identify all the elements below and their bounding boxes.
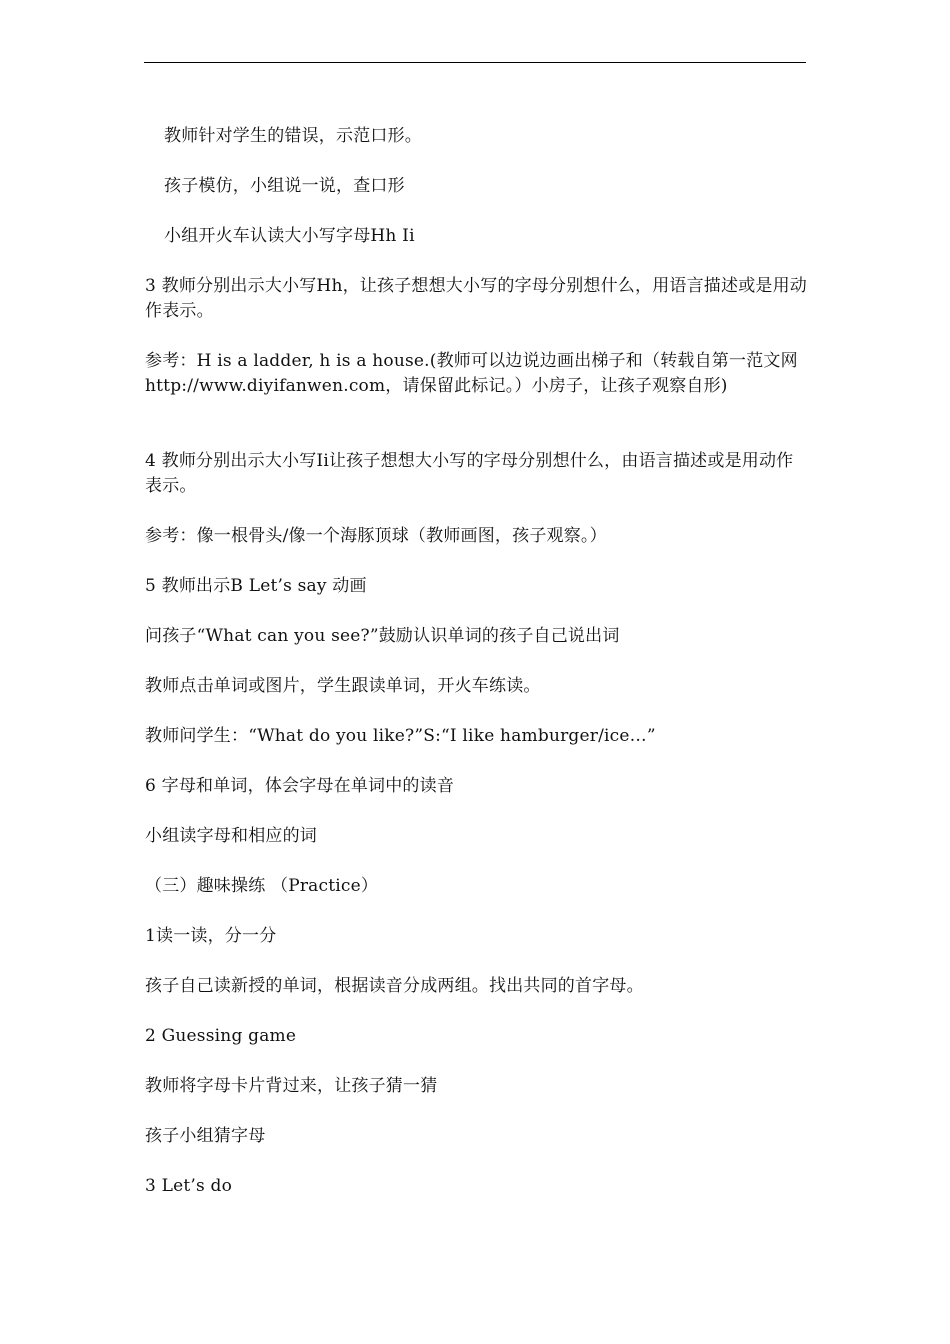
section-heading-practice: （三）趣味操练 （Practice） — [145, 876, 379, 896]
paragraph-15: 1读一读，分一分 — [145, 926, 277, 946]
header-rule — [144, 62, 806, 63]
paragraph-18: 教师将字母卡片背过来，让孩子猜一猜 — [145, 1076, 438, 1096]
paragraph-19: 孩子小组猜字母 — [145, 1126, 266, 1146]
paragraph-8: 5 教师出示B Let’s say 动画 — [145, 576, 367, 596]
paragraph-11: 教师问学生：“What do you like?”S:“I like hamburger/ice…” — [145, 726, 656, 746]
paragraph-1: 教师针对学生的错误，示范口形。 — [164, 126, 422, 146]
paragraph-6: 4 教师分别出示大小写Ii让孩子想想大小写的字母分别想什么，由语言描述或是用动作表示。 — [145, 451, 794, 496]
paragraph-9: 问孩子“What can you see?”鼓励认识单词的孩子自己说出词 — [145, 626, 620, 646]
paragraph-13: 小组读字母和相应的词 — [145, 826, 317, 846]
paragraph-5: 参考：H is a ladder, h is a house.(教师可以边说边画出梯子和（转载自第一范文网http://www.diyifanwen.com，请保留此标记。）小房子，让孩子观察自形) — [145, 351, 798, 396]
paragraph-16: 孩子自己读新授的单词，根据读音分成两组。找出共同的首字母。 — [145, 976, 644, 996]
paragraph-7: 参考：像一根骨头/像一个海豚顶球（教师画图，孩子观察。） — [145, 526, 607, 546]
paragraph-10: 教师点击单词或图片，学生跟读单词，开火车练读。 — [145, 676, 541, 696]
paragraph-3: 小组开火车认读大小写字母Hh Ii — [164, 226, 415, 246]
paragraph-17: 2 Guessing game — [145, 1026, 297, 1046]
paragraph-20: 3 Let’s do — [145, 1176, 233, 1196]
paragraph-4: 3 教师分别出示大小写Hh，让孩子想想大小写的字母分别想什么，用语言描述或是用动作表示。 — [145, 276, 807, 321]
paragraph-2: 孩子模仿，小组说一说，查口形 — [164, 176, 405, 196]
paragraph-12: 6 字母和单词，体会字母在单词中的读音 — [145, 776, 455, 796]
